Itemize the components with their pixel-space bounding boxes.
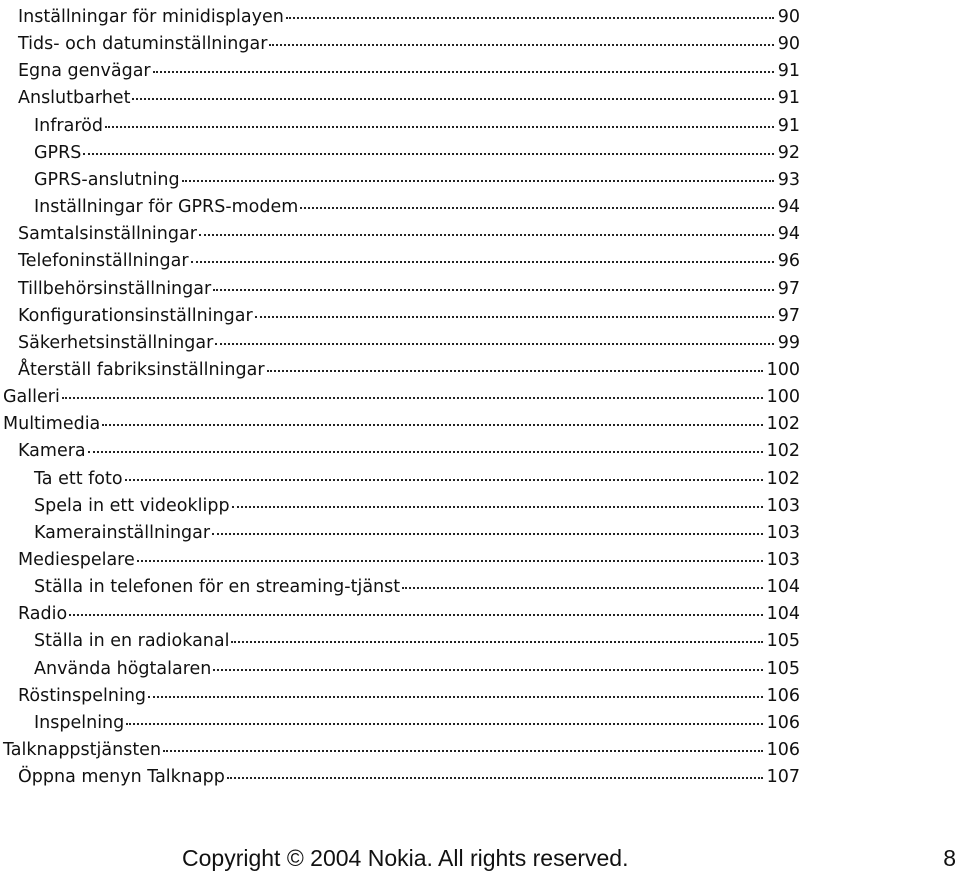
toc-entry-page: 94 xyxy=(777,224,800,245)
toc-entry-page: 100 xyxy=(766,359,800,380)
toc-entry-title: GPRS-anslutning xyxy=(34,169,180,190)
toc-entry xyxy=(18,326,800,353)
toc-entry-title: Egna genvägar xyxy=(18,61,151,82)
dot-leader xyxy=(102,404,762,426)
toc-entry-page: 106 xyxy=(766,712,800,733)
toc-entry-title: Konfigurationsinställningar xyxy=(18,305,253,326)
toc-entry-page: 103 xyxy=(766,495,800,516)
toc-entry-title: Radio xyxy=(18,604,68,625)
toc-entry-title: Röstinspelning xyxy=(18,685,147,706)
dot-leader xyxy=(69,594,762,616)
toc-entry-page: 100 xyxy=(766,387,800,408)
toc-entry-title: Ta ett foto xyxy=(34,468,123,489)
toc-entry-page: 102 xyxy=(766,414,800,435)
toc-entry-title: Galleri xyxy=(3,387,60,408)
toc-entry xyxy=(18,27,800,54)
dot-leader xyxy=(125,459,763,481)
toc-entry-page: 97 xyxy=(777,278,800,299)
toc-entry-page: 106 xyxy=(766,740,800,761)
dot-leader xyxy=(153,51,774,73)
dot-leader xyxy=(255,296,774,318)
toc-entry xyxy=(3,380,800,407)
toc-entry xyxy=(34,652,800,679)
toc-entry-page: 102 xyxy=(766,441,800,462)
dot-leader xyxy=(215,323,773,345)
toc-entry xyxy=(34,163,800,190)
page-footer xyxy=(0,845,960,879)
toc-entry-title: Säkerhetsinställningar xyxy=(18,332,214,353)
toc-entry-title: Talknappstjänsten xyxy=(3,740,162,761)
toc-entry-page: 104 xyxy=(766,577,800,598)
toc-entry-title: GPRS xyxy=(34,142,82,163)
dot-leader xyxy=(83,133,773,155)
toc-entry xyxy=(18,217,800,244)
toc-entry xyxy=(34,516,800,543)
dot-leader xyxy=(126,703,762,725)
toc-entry xyxy=(34,462,800,489)
toc-entry xyxy=(18,760,800,787)
toc-entry-page: 97 xyxy=(777,305,800,326)
toc-entry-title: Tids- och datuminställningar xyxy=(18,34,268,55)
dot-leader xyxy=(148,676,763,698)
toc-entry xyxy=(34,109,800,136)
dot-leader xyxy=(213,269,774,291)
toc-entry-page: 99 xyxy=(777,332,800,353)
toc-entry-page: 91 xyxy=(777,88,800,109)
toc-entry-page: 105 xyxy=(766,658,800,679)
toc-entry-title: Samtalsinställningar xyxy=(18,224,197,245)
toc-entry xyxy=(34,136,800,163)
dot-leader xyxy=(132,78,773,100)
toc-entry-title: Ställa in en radiokanal xyxy=(34,631,230,652)
toc-entry xyxy=(18,54,800,81)
toc-entry-page: 105 xyxy=(766,631,800,652)
toc-entry xyxy=(3,733,800,760)
dot-leader xyxy=(62,377,763,399)
toc-entry-page: 106 xyxy=(766,685,800,706)
toc-entry-title: Återställ fabriksinställningar xyxy=(18,359,265,380)
toc-entry-title: Tillbehörsinställningar xyxy=(18,278,212,299)
dot-leader xyxy=(212,513,763,535)
toc-entry-title: Infraröd xyxy=(34,115,103,136)
dot-leader xyxy=(182,160,774,182)
toc-entry-page: 91 xyxy=(777,61,800,82)
toc-entry xyxy=(18,299,800,326)
dot-leader xyxy=(88,431,763,453)
copyright-notice: Copyright © 2004 Nokia. All rights reserved. xyxy=(182,845,629,871)
dot-leader xyxy=(300,187,773,209)
dot-leader xyxy=(402,567,762,589)
toc-entry-page: 94 xyxy=(777,197,800,218)
dot-leader xyxy=(231,621,762,643)
toc-entry xyxy=(18,434,800,461)
toc-entry-title: Använda högtalaren xyxy=(34,658,212,679)
toc-entry-page: 103 xyxy=(766,550,800,570)
toc-entry xyxy=(18,353,800,380)
toc-entry-page: 91 xyxy=(777,115,800,136)
dot-leader xyxy=(105,106,774,128)
dot-leader xyxy=(227,757,763,779)
dot-leader xyxy=(267,350,763,372)
toc-entry-page: 92 xyxy=(777,142,800,163)
toc-entry xyxy=(18,597,800,624)
toc-entry xyxy=(34,190,800,217)
page-number: 8 xyxy=(943,845,956,871)
toc-entry-title: Spela in ett videoklipp xyxy=(34,495,230,516)
dot-leader xyxy=(191,241,774,263)
dot-leader xyxy=(269,24,773,46)
dot-leader xyxy=(213,649,762,671)
dot-leader xyxy=(199,214,774,236)
toc-entry-page: 93 xyxy=(777,169,800,190)
toc-entry-title: Inspelning xyxy=(34,712,125,733)
dot-leader xyxy=(286,0,774,19)
toc-entry xyxy=(34,489,800,516)
toc-entry-title: Kamera xyxy=(18,441,86,462)
toc-entry-page: 90 xyxy=(777,7,800,27)
dot-leader xyxy=(232,486,763,508)
toc-entry xyxy=(18,244,800,271)
toc-entry-title: Mediespelare xyxy=(18,550,135,570)
toc-entry xyxy=(34,624,800,651)
toc-entry-title: Multimedia xyxy=(3,414,101,435)
toc-entry-page: 90 xyxy=(777,34,800,55)
toc-entry xyxy=(3,407,800,434)
dot-leader xyxy=(137,540,763,562)
toc-entry xyxy=(18,679,800,706)
toc-entry-page: 104 xyxy=(766,604,800,625)
dot-leader xyxy=(163,730,763,752)
toc-entry-title: Kamerainställningar xyxy=(34,522,211,543)
toc-entry-page: 107 xyxy=(766,767,800,788)
toc-entry-page: 103 xyxy=(766,522,800,543)
toc-entry xyxy=(34,706,800,733)
toc-entry-title: Anslutbarhet xyxy=(18,88,131,109)
toc-entry xyxy=(18,543,800,570)
toc-entry-page: 96 xyxy=(777,251,800,272)
toc-entry xyxy=(34,570,800,597)
toc-entry-page: 102 xyxy=(766,468,800,489)
toc-entry-title: Telefoninställningar xyxy=(18,251,189,272)
toc-entry-title: Inställningar för minidisplayen xyxy=(18,7,284,27)
toc-entry xyxy=(18,272,800,299)
toc-entry-title: Ställa in telefonen för en streaming-tjänst xyxy=(34,577,401,598)
toc-entry-title: Inställningar för GPRS-modem xyxy=(34,197,299,218)
toc-entry xyxy=(18,81,800,108)
toc-entry-title: Öppna menyn Talknapp xyxy=(18,767,225,788)
toc-entry xyxy=(18,0,800,27)
